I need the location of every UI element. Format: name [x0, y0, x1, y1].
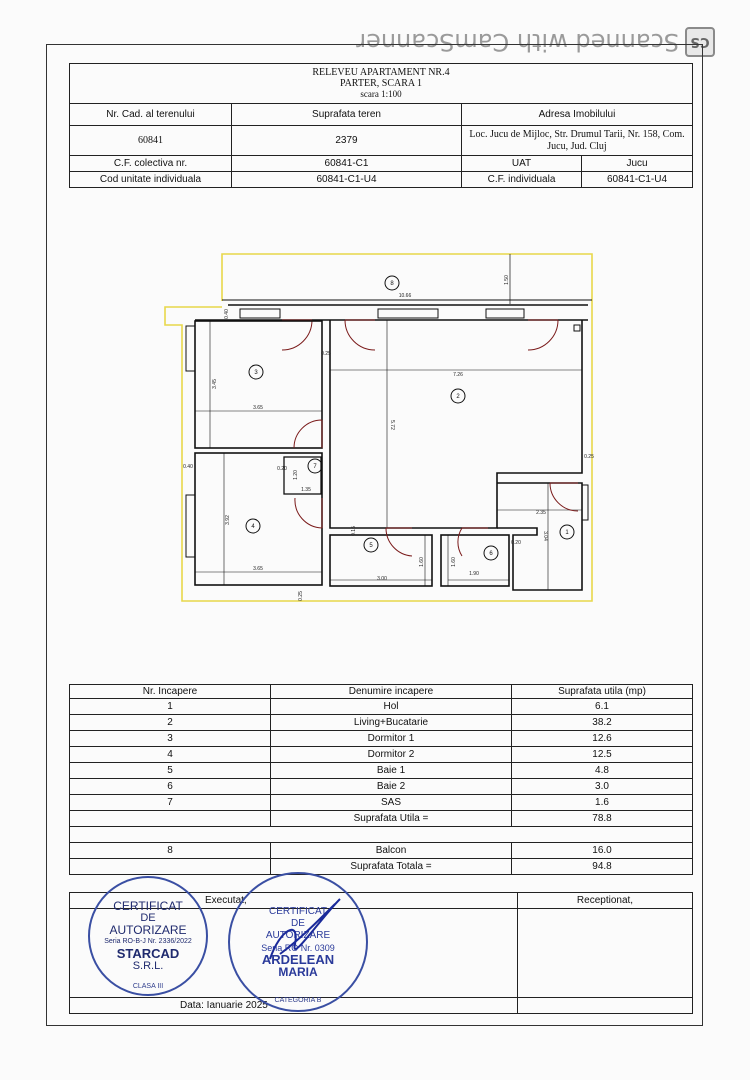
table-row — [70, 747, 693, 763]
room-markers — [246, 276, 574, 560]
grand-total-value: 94.8 — [512, 859, 693, 875]
address-value: Loc. Jucu de Mijloc, Str. Drumul Tarii, Nr. 158, Com. Jucu, Jud. Cluj — [462, 126, 693, 156]
dim-hol-height: 3.04 — [542, 531, 548, 541]
grand-total-label: Suprafata Totala = — [271, 859, 512, 875]
dim-balcony-depth: 1.50 — [504, 275, 510, 285]
dim-r3-width: 3.65 — [253, 405, 263, 411]
dim-r4-height: 3.92 — [225, 515, 231, 525]
room-label-4: 4 — [251, 524, 255, 530]
dim-wall-right: 0.25 — [584, 454, 594, 460]
dim-wall-bath: 0.15 — [351, 526, 357, 536]
dim-r6-height: 1.60 — [451, 557, 457, 567]
room-label-6: 6 — [489, 551, 493, 557]
cad-label: Nr. Cad. al terenului — [70, 104, 232, 126]
dim-living-depth: 5.72 — [389, 420, 395, 430]
row-nr: 5 — [70, 763, 271, 779]
dim-living-width: 7.26 — [453, 372, 463, 378]
cod-unitate-value: 60841-C1-U4 — [232, 172, 462, 188]
stamp2-line4: Seria RO Nr. 0309 — [261, 943, 335, 953]
signature-scribble-icon — [260, 889, 350, 979]
stamp1-bottom: CLASA III — [132, 983, 164, 990]
stamp1-line4: Seria RO-B-J Nr. 2336/2022 — [104, 938, 192, 945]
room-label-1: 1 — [565, 530, 569, 536]
receptionat-date-area — [518, 998, 693, 1014]
col-header-name: Denumire incapere — [271, 685, 512, 699]
dim-wall-top: 0.40 — [224, 309, 230, 319]
room-label-3: 3 — [254, 370, 258, 376]
stamp1-line1: CERTIFICAT — [113, 899, 183, 913]
receptionat-signature-area — [518, 909, 693, 998]
cf-individuala-label: C.F. individuala — [462, 172, 582, 188]
dim-wall-bottom: 0.25 — [298, 591, 304, 601]
useful-total-row — [70, 811, 693, 827]
room-label-8: 8 — [390, 281, 394, 287]
stamp2-line3: AUTORIZARE — [265, 930, 331, 941]
room-label-5: 5 — [369, 543, 373, 549]
land-area-label: Suprafata teren — [232, 104, 462, 126]
cod-unitate-label: Cod unitate individuala — [70, 172, 232, 188]
row-name: Dormitor 1 — [271, 731, 512, 747]
title-line-3: scara 1:100 — [360, 89, 402, 99]
stamp1-line6: S.R.L. — [132, 960, 164, 972]
stamp1-line5: STARCAD — [116, 946, 180, 961]
dim-r5-width: 3.00 — [377, 576, 387, 582]
cf-colectiva-value: 60841-C1 — [232, 156, 462, 172]
dim-r5-height: 1.60 — [419, 557, 425, 567]
cf-individuala-value: 60841-C1-U4 — [582, 172, 693, 188]
row-nr: 2 — [70, 715, 271, 731]
stamp2-line2: DE — [291, 918, 305, 929]
dim-hol-width: 2.35 — [536, 510, 546, 516]
row-area: 3.0 — [512, 779, 693, 795]
row-nr: 8 — [70, 843, 271, 859]
receptionat-label: Receptionat, — [518, 893, 693, 909]
cf-colectiva-label: C.F. colectiva nr. — [70, 156, 232, 172]
useful-total-label: Suprafata Utila = — [271, 811, 512, 827]
row-name: Baie 1 — [271, 763, 512, 779]
dim-r3-height: 3.45 — [212, 379, 218, 389]
dim-r6-width: 1.90 — [469, 571, 479, 577]
room-label-7: 7 — [313, 464, 317, 470]
table-row — [70, 699, 693, 715]
row-nr: 6 — [70, 779, 271, 795]
spacer-row — [70, 827, 693, 843]
date-label: Data: Ianuarie 2025 — [70, 998, 518, 1014]
row-nr: 3 — [70, 731, 271, 747]
dim-sas-height: 1.20 — [293, 470, 299, 480]
title-line-2: PARTER, SCARA 1 — [339, 78, 423, 89]
table-row — [70, 795, 693, 811]
land-area-value: 2379 — [232, 126, 462, 156]
stamp2-line1: CERTIFICAT — [269, 906, 327, 917]
row-name: Baie 2 — [271, 779, 512, 795]
address-label: Adresa Imobilului — [462, 104, 693, 126]
balcony-row — [70, 843, 693, 859]
row-name: Living+Bucatarie — [271, 715, 512, 731]
dim-sas-width: 1.35 — [301, 487, 311, 493]
row-nr: 7 — [70, 795, 271, 811]
dim-r4-width: 3.65 — [253, 566, 263, 572]
watermark-text: Scanned with CamScanner — [356, 28, 679, 56]
dim-wall-sas: 0.20 — [277, 466, 287, 472]
row-nr: 1 — [70, 699, 271, 715]
uat-value: Jucu — [582, 156, 693, 172]
stamp1-line3: AUTORIZARE — [109, 923, 187, 937]
surveyor-stamp — [228, 872, 368, 1012]
dim-balcony-length: 10.66 — [398, 293, 412, 299]
row-name: Balcon — [271, 843, 512, 859]
row-area: 12.5 — [512, 747, 693, 763]
dim-wall-025: 0.25 — [321, 351, 331, 357]
executat-label: Executat, — [70, 893, 518, 909]
table-row — [70, 763, 693, 779]
row-nr: 4 — [70, 747, 271, 763]
table-row — [70, 731, 693, 747]
cad-number: 60841 — [70, 126, 232, 156]
apartment-outline — [165, 254, 592, 601]
row-area: 12.6 — [512, 731, 693, 747]
stamp2-line6: MARIA — [278, 965, 318, 979]
row-area: 16.0 — [512, 843, 693, 859]
row-name: Hol — [271, 699, 512, 715]
row-name: Dormitor 2 — [271, 747, 512, 763]
stamp2-bottom: CATEGORIA B — [274, 997, 322, 1004]
room-label-2: 2 — [456, 394, 460, 400]
grand-total-row — [70, 859, 693, 875]
rooms-table — [69, 684, 693, 875]
col-header-nr: Nr. Incapere — [70, 685, 271, 699]
stamp1-line2: DE — [140, 912, 156, 924]
table-row — [70, 779, 693, 795]
dim-wall-hol: 0.20 — [511, 540, 521, 546]
stamp2-line5: ARDELEAN — [261, 952, 335, 967]
row-area: 38.2 — [512, 715, 693, 731]
row-area: 1.6 — [512, 795, 693, 811]
row-area: 4.8 — [512, 763, 693, 779]
useful-total-value: 78.8 — [512, 811, 693, 827]
table-row — [70, 715, 693, 731]
camscanner-logo-icon: CS — [685, 27, 715, 57]
company-stamp — [88, 876, 208, 996]
col-header-area: Suprafata utila (mp) — [512, 685, 693, 699]
row-name: SAS — [271, 795, 512, 811]
title-line-1: RELEVEU APARTAMENT NR.4 — [312, 67, 450, 78]
uat-label: UAT — [462, 156, 582, 172]
row-area: 6.1 — [512, 699, 693, 715]
dim-wall-left: 0.40 — [183, 464, 193, 470]
